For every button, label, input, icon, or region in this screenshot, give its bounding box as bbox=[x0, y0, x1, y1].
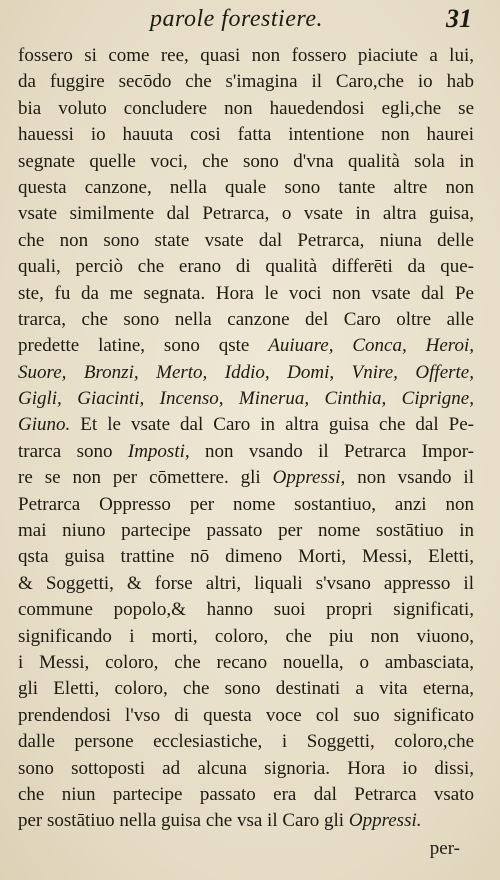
text-line bbox=[18, 96, 474, 122]
italic-run: Imposti, bbox=[127, 440, 190, 462]
text-run: re se non per cōmettere. gli bbox=[18, 467, 273, 489]
text-line bbox=[18, 43, 474, 69]
text-line bbox=[18, 360, 474, 386]
text-run: che non sono state vsate dal Petrarca, niuna delle bbox=[18, 229, 474, 251]
running-title: parole forestiere. bbox=[150, 6, 323, 32]
text-line bbox=[18, 808, 474, 834]
italic-run: Auiuare, Conca, Heroi, bbox=[268, 335, 474, 357]
text-line bbox=[18, 703, 474, 729]
text-run: i Messi, coloro, che recano nouella, o ambasciata, bbox=[18, 651, 474, 673]
text-line bbox=[18, 412, 474, 438]
italic-run: Giuno. bbox=[18, 414, 71, 436]
italic-run: Oppressi, bbox=[272, 467, 346, 489]
text-line bbox=[18, 650, 474, 676]
text-run: per sostātiuo nella guisa che vsa il Caro gli bbox=[18, 810, 349, 832]
text-line bbox=[18, 756, 474, 782]
text-run: Petrarca Oppresso per nome sostantiuo, anzi non bbox=[18, 493, 474, 515]
text-line bbox=[18, 729, 474, 755]
text-run: significando i morti, coloro, che piu non viuono, bbox=[18, 625, 474, 647]
text-run: che niun partecipe passato era dal Petrarca vsato bbox=[18, 783, 474, 805]
text-line bbox=[18, 782, 474, 808]
text-run: bia voluto concludere non hauedendosi egli,che se bbox=[18, 97, 474, 119]
text-run: quali, perciò che erano di qualità differēti da que- bbox=[18, 256, 474, 278]
text-run: vsate similmente dal Petrarca, o vsate in altra guisa, bbox=[18, 203, 474, 225]
text-line bbox=[18, 333, 474, 359]
text-line bbox=[18, 439, 474, 465]
text-line bbox=[18, 492, 474, 518]
text-line bbox=[18, 307, 474, 333]
text-line bbox=[18, 624, 474, 650]
text-line bbox=[18, 571, 474, 597]
text-line bbox=[18, 281, 474, 307]
text-run: non vsando il bbox=[345, 467, 474, 489]
text-run: sono sottoposti ad alcuna signoria. Hora io dissi, bbox=[18, 757, 474, 779]
text-line bbox=[18, 518, 474, 544]
text-line bbox=[18, 676, 474, 702]
text-run: & Soggetti, & forse altri, liquali s'vsano appresso il bbox=[18, 572, 474, 594]
text-line bbox=[18, 201, 474, 227]
text-run: segnate quelle voci, che sono d'vna qualità sola in bbox=[18, 150, 474, 172]
text-line bbox=[18, 69, 474, 95]
text-block bbox=[18, 43, 474, 835]
italic-run: Suore, Bronzi, Merto, Iddio, Domi, Vnire, Offerte, bbox=[18, 361, 474, 383]
text-line bbox=[18, 254, 474, 280]
text-run: qsta guisa trattine nō dimeno Morti, Messi, Eletti, bbox=[18, 546, 474, 568]
text-line bbox=[18, 597, 474, 623]
page-number: 31 bbox=[446, 4, 472, 33]
italic-run: Oppressi. bbox=[348, 810, 422, 832]
text-run: trarca sono bbox=[18, 440, 128, 462]
italic-run: Gigli, Giacinti, Incenso, Minerua, Cinthia, Ciprigne, bbox=[18, 388, 474, 410]
text-line bbox=[18, 386, 474, 412]
text-run: commune popolo,& hanno suoi propri significati, bbox=[18, 599, 474, 621]
text-run: questa canzone, nella quale sono tante altre non bbox=[18, 176, 474, 198]
text-line bbox=[18, 149, 474, 175]
text-run: predette latine, sono qste bbox=[18, 335, 269, 357]
text-run: gli Eletti, coloro, che sono destinati a vita eterna, bbox=[18, 678, 474, 700]
text-run: trarca, che sono nella canzone del Caro oltre alle bbox=[18, 308, 474, 330]
text-line bbox=[18, 122, 474, 148]
text-run: non vsando il Petrarca Impor- bbox=[189, 440, 474, 462]
text-line bbox=[18, 544, 474, 570]
running-head bbox=[0, 4, 500, 40]
text-run: fossero si come ree, quasi non fossero piaciute a lui, bbox=[18, 45, 474, 66]
text-run: hauessi io hauuta cosi fatta intentione non haurei bbox=[18, 124, 474, 146]
text-run: mai niuno partecipe passato per nome sostātiuo in bbox=[18, 520, 474, 542]
text-run: ste, fu da me segnata. Hora le voci non vsate dal Pe bbox=[18, 282, 474, 304]
text-line bbox=[18, 228, 474, 254]
text-line bbox=[18, 465, 474, 491]
text-run: dalle persone ecclesiastiche, i Soggetti, coloro,che bbox=[18, 731, 474, 753]
text-run: da fuggire secōdo che s'imagina il Caro,che io hab bbox=[18, 71, 474, 93]
catchword: per- bbox=[429, 838, 460, 859]
text-line bbox=[18, 175, 474, 201]
text-run: prendendosi l'vso di questa voce col suo significato bbox=[18, 704, 474, 726]
text-run: Et le vsate dal Caro in altra guisa che dal Pe- bbox=[70, 414, 474, 436]
